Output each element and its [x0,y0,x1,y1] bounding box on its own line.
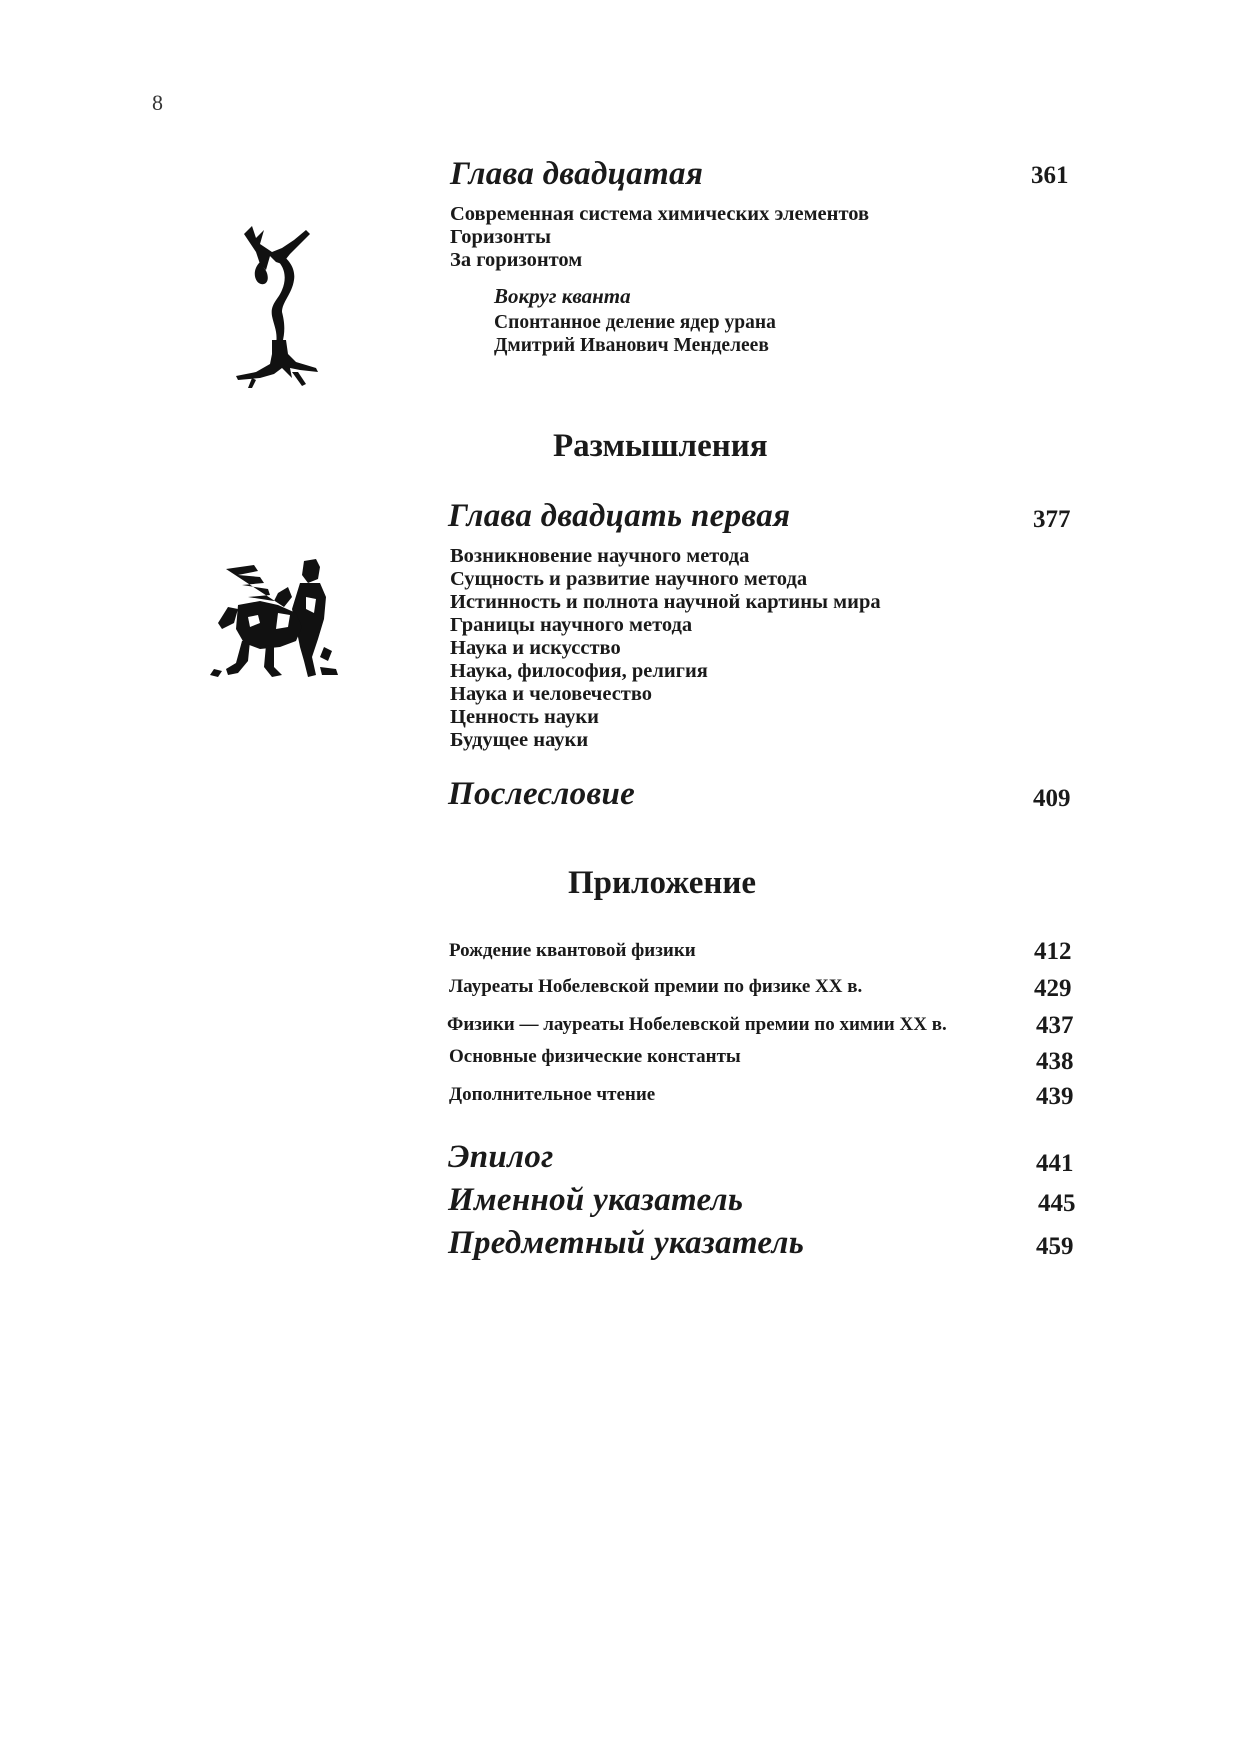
chapter-20-subitems [494,311,776,357]
chapter-21-sections [450,545,881,752]
appendix-item-title: Дополнительное чтение [449,1084,656,1105]
appendix-item-title: Физики — лауреаты Нобелевской премии по химии XX в. [447,1014,947,1035]
section-item: Истинность и полнота научной картины мира [450,591,881,613]
tree-figure-icon [230,222,330,392]
section-item: За горизонтом [450,249,583,271]
winged-creature-icon [208,557,343,682]
afterword-title: Послесловие [448,776,636,812]
section-item: Возникновение научного метода [450,545,750,567]
appendix-item-title: Лауреаты Нобелевской премии по физике XX в. [449,976,863,997]
epilogue-title: Эпилог [448,1139,554,1175]
appendix-item-page: 437 [1036,1012,1074,1039]
part-heading-reflections: Размышления [553,428,768,464]
afterword-page: 409 [1033,785,1071,812]
chapter-20-title: Глава двадцатая [450,156,704,192]
section-item: Наука и человечество [450,683,653,705]
section-item: Ценность науки [450,706,599,728]
chapter-21-page: 377 [1033,506,1071,533]
appendix-item-title: Основные физические константы [449,1046,741,1067]
chapter-20-subheading: Вокруг кванта [494,284,631,308]
page-number: 8 [152,90,163,115]
chapter-21-title: Глава двадцать первая [448,498,791,534]
section-item: Наука и искусство [450,637,621,659]
subject-index-title: Предметный указатель [448,1225,805,1261]
appendix-item-page: 439 [1036,1083,1074,1110]
chapter-20-page: 361 [1031,162,1069,189]
section-item: Границы научного метода [450,614,693,636]
section-item: Будущее науки [450,729,589,751]
subsection-item: Дмитрий Иванович Менделеев [494,335,769,356]
subsection-item: Спонтанное деление ядер урана [494,312,776,333]
epilogue-page: 441 [1036,1150,1074,1177]
part-heading-appendix: Приложение [568,865,757,901]
section-item: Наука, философия, религия [450,660,708,682]
name-index-page: 445 [1038,1190,1076,1217]
chapter-20-sections [450,203,869,272]
subject-index-page: 459 [1036,1233,1074,1260]
appendix-item-page: 429 [1034,975,1072,1002]
section-item: Горизонты [450,226,551,248]
appendix-item-page: 438 [1036,1048,1074,1075]
name-index-title: Именной указатель [448,1182,744,1218]
appendix-item-page: 412 [1034,938,1072,965]
section-item: Современная система химических элементов [450,203,870,225]
appendix-item-title: Рождение квантовой физики [449,940,696,961]
section-item: Сущность и развитие научного метода [450,568,808,590]
